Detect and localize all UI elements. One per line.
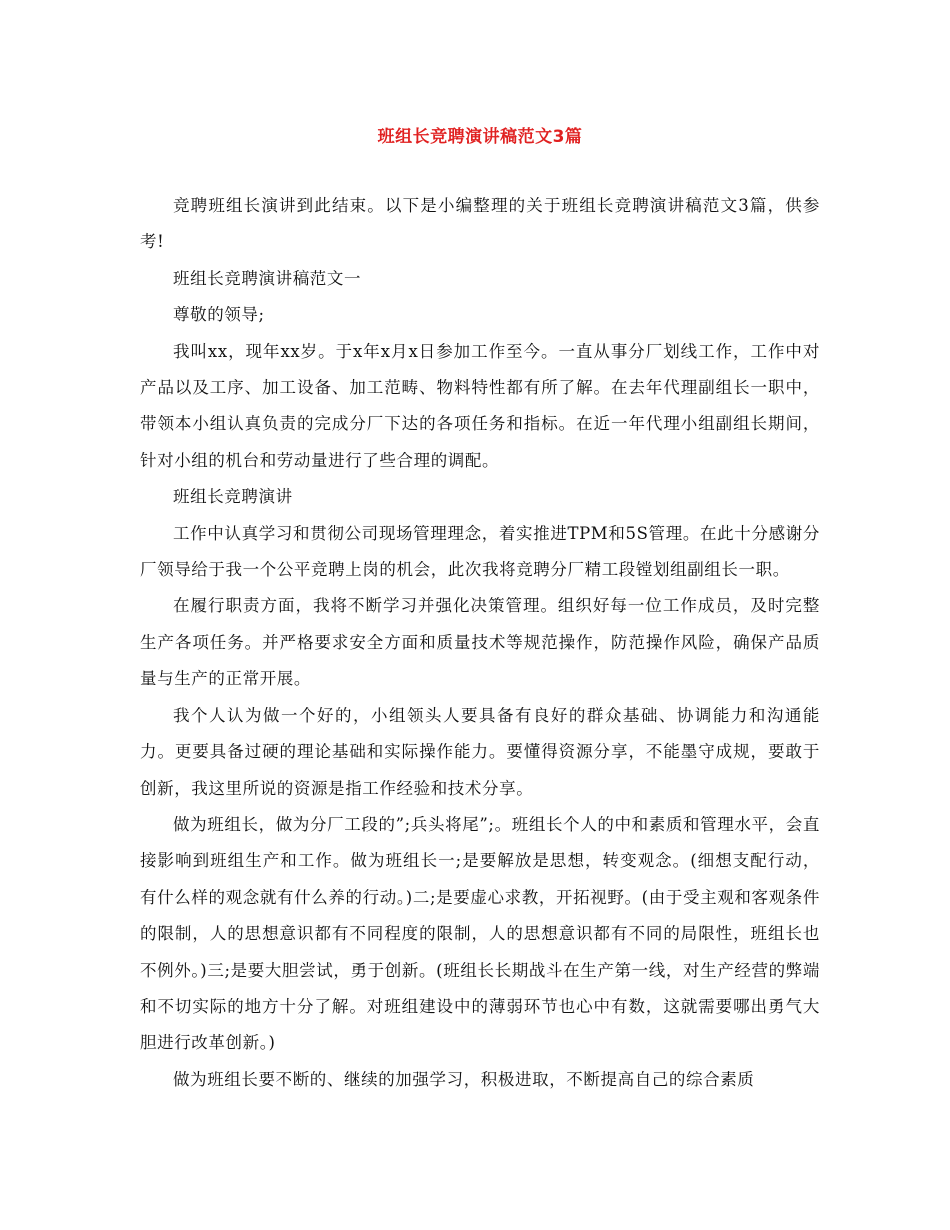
section-heading-2: 班组长竞聘演讲: [173, 487, 293, 507]
paragraph-team-leader-role: 做为班组长，做为分厂工段的”;兵头将尾”;。班组长个人的中和素质和管理水平，会直接影响到班组生产和工作。做为班组长一;是要解放是思想，转变观念。(细想支配行动，有什么样的观念就有什么养的行动。)二;是要虚心求教，开拓视野。(由于受主观和客观条件的限制，人的思想意识都有不同程度的限制，人的思想意识都有不同的局限性，班组长也不例外。)三;是要大胆尝试，勇于创新。(班组长长期战斗在生产第一线，对生产经营的弊端和不切实际的地方十分了解。对班组建设中的薄弱环节也心中有数，这就需要哪出勇气大胆进行改革创新。): [140, 814, 820, 1053]
salutation: 尊敬的领导;: [173, 305, 265, 325]
paragraph-leadership: 我个人认为做一个好的，小组领头人要具备有良好的群众基础、协调能力和沟通能力。更要具备过硬的理论基础和实际操作能力。要懂得资源分享，不能墨守成规，要敢于创新，我这里所说的资源是指工作经验和技术分享。: [140, 705, 820, 798]
document-title: 班组长竞聘演讲稿范文3篇: [377, 127, 583, 147]
document-body: [140, 188, 820, 1098]
paragraph-intro: 竞聘班组长演讲到此结束。以下是小编整理的关于班组长竞聘演讲稿范文3篇，供参考!: [140, 196, 820, 252]
paragraph-continuous-learning: 做为班组长要不断的、继续的加强学习，积极进取，不断提高自己的综合素质: [173, 1069, 755, 1089]
paragraph-self-introduction: 我叫xx，现年xx岁。于x年x月x日参加工作至今。一直从事分厂划线工作，工作中对产品以及工序、加工设备、加工范畴、物料特性都有所了解。在去年代理副组长一职中，带领本小组认真负责的完成分厂下达的各项任务和指标。在近一年代理小组副组长期间，针对小组的机台和劳动量进行了些合理的调配。: [140, 341, 820, 470]
paragraph-duties: 在履行职责方面，我将不断学习并强化决策管理。组织好每一位工作成员，及时完整生产各项任务。并严格要求安全方面和质量技术等规范操作，防范操作风险，确保产品质量与生产的正常开展。: [140, 596, 820, 689]
paragraph-work-study: 工作中认真学习和贯彻公司现场管理理念，着实推进TPM和5S管理。在此十分感谢分厂领导给于我一个公平竞聘上岗的机会，此次我将竞聘分厂精工段镗划组副组长一职。: [140, 523, 820, 580]
section-heading-1: 班组长竞聘演讲稿范文一: [173, 268, 362, 288]
